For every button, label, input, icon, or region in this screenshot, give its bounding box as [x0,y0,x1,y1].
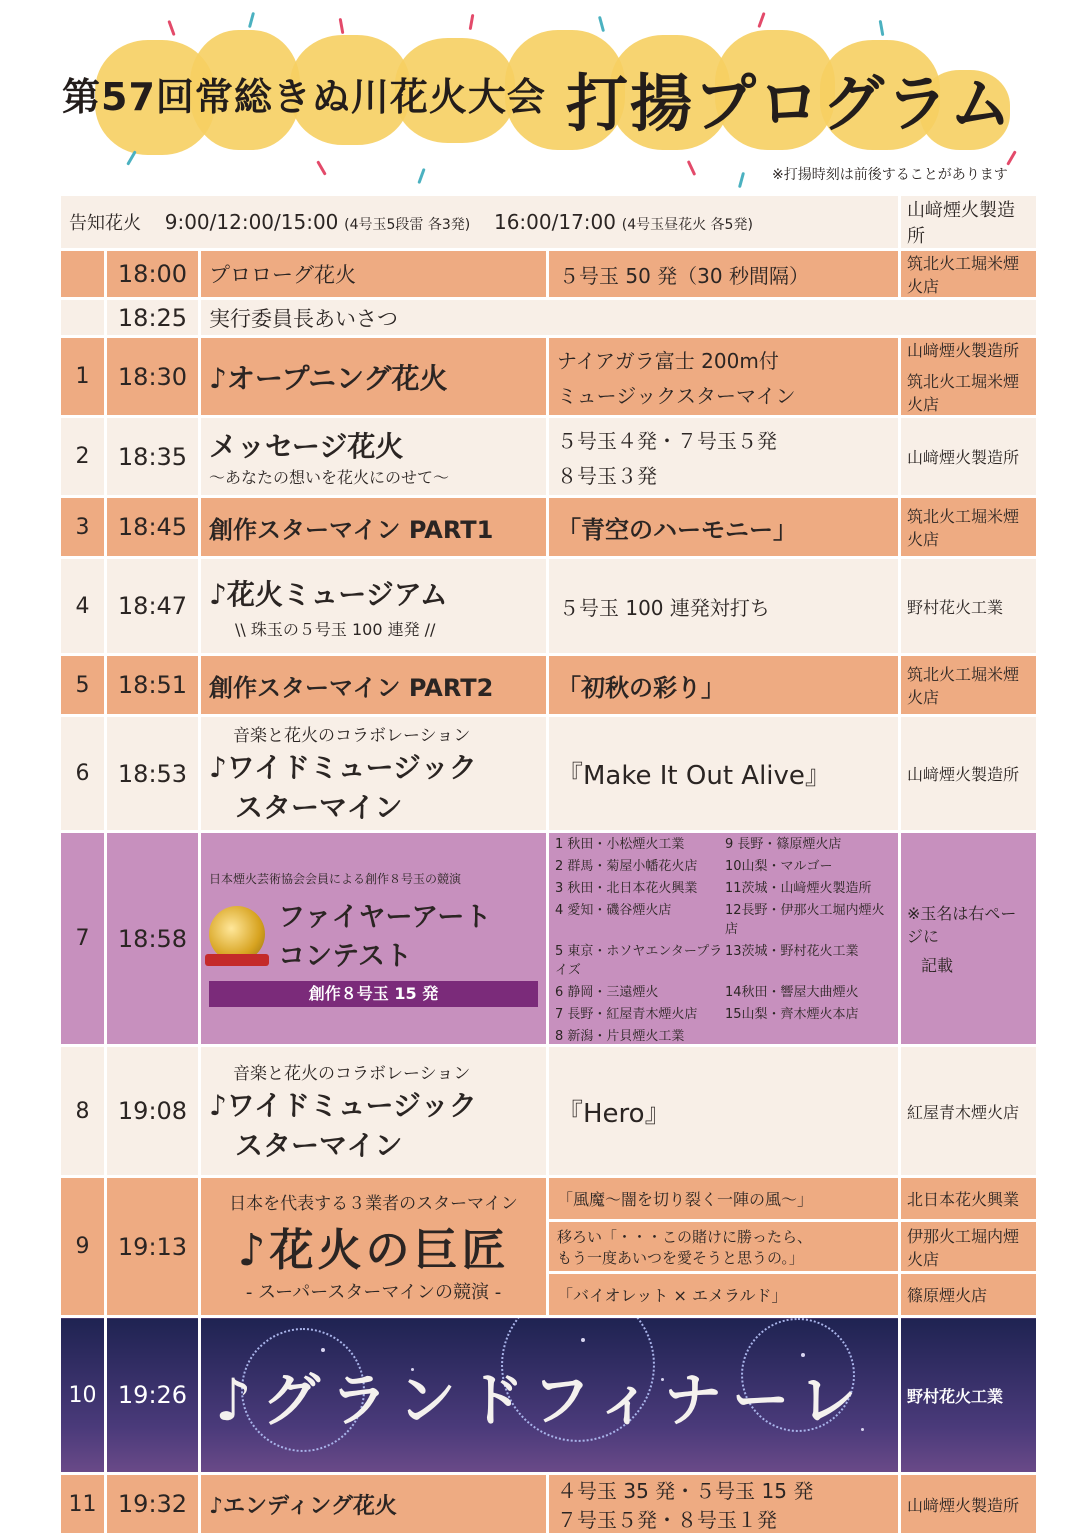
row-pretitle: 日本を代表する３業者のスターマイン [229,1194,518,1214]
row-number: 1 [60,337,106,417]
row-maker: 山﨑煙火製造所 [900,1474,1038,1535]
notice-detail-2: (4号玉昼花火 各5発) [621,217,753,233]
row-maker-line: 山﨑煙火製造所 [907,341,1020,360]
row-number: 3 [60,497,106,558]
notice-times-2: 16:00/17:00 [493,210,616,234]
row-content-line: もう一度あいつを愛そうと思うの。」 [557,1248,804,1267]
contest-entries [555,833,890,1044]
row-time: 18:53 [106,716,200,832]
contest-entry: 13茨城・野村花火工業 [725,944,859,959]
program-table [58,193,1039,1536]
program-title: 打揚プログラム [566,67,1014,140]
row-number [60,299,106,337]
row-maker: 山﨑煙火製造所 [900,716,1038,832]
contest-entry: 15山梨・齊木煙火本店 [725,1007,859,1022]
row-subtitle: 〜あなたの想いを花火にのせて〜 [209,468,450,487]
row-time: 18:58 [106,832,200,1046]
program-row [60,558,1038,655]
contest-entry: 10山梨・マルゴー [725,859,833,874]
notice-row [60,195,1038,250]
row-title: ♪オープニング花火 [209,361,448,395]
row-title: ♪エンディング花火 [200,1474,548,1535]
row-maker: 紅屋青木煙火店 [900,1046,1038,1177]
row-title: 創作スターマイン PART1 [200,497,548,558]
program-row [60,1474,1038,1535]
row-title-line: ファイヤーアート [278,902,492,933]
row-time: 18:25 [106,299,200,337]
row-subtitle: \\ 珠玉の５号玉 100 連発 // [235,619,436,639]
row-number: 5 [60,655,106,716]
program-row [60,832,1038,1046]
time-note: ※打揚時刻は前後することがあります [772,167,1008,183]
row-pretitle: 音楽と花火のコラボレーション [233,1063,471,1084]
row-number [60,250,106,299]
event-title: 第57回常総きぬ川花火大会 [62,75,546,119]
notice-maker: 山﨑煙火製造所 [900,195,1038,250]
row-content-line: ８号玉３発 [557,463,657,488]
row-pretitle: 音楽と花火のコラボレーション [233,726,471,746]
program-row [60,337,1038,417]
contest-bar: 創作８号玉 15 発 [209,981,538,1007]
trophy-icon [209,906,265,962]
row-number: 8 [60,1046,106,1177]
row-title-line: スターマイン [235,1128,403,1162]
contest-entry: 14秋田・響屋大曲煙火 [725,985,859,1000]
program-row [60,497,1038,558]
contest-entry: 3 秋田・北日本花火興業 [555,881,698,896]
row-content: ５号玉 50 発（30 秒間隔） [548,250,900,299]
row-maker: 北日本花火興業 [900,1177,1038,1221]
contest-entry [725,1025,890,1044]
row-content: 「風魔〜闇を切り裂く一陣の風〜」 [548,1177,900,1221]
row-content-line: ４号玉 35 発・５号玉 15 発 [557,1479,814,1503]
contest-entry: 6 静岡・三遠煙火 [555,985,659,1000]
row-content-line: ７号玉５発・８号玉１発 [557,1508,777,1532]
row-time: 18:47 [106,558,200,655]
row-maker: 伊那火工堀内煙火店 [900,1221,1038,1273]
program-row [60,655,1038,716]
program-row [60,1046,1038,1177]
row-maker-line: 筑北火工堀米煙火店 [907,372,1020,414]
program-row [60,299,1038,337]
contest-entry: 8 新潟・片貝煙火工業 [555,1029,685,1044]
program-row [60,417,1038,497]
row-content: 「青空のハーモニー」 [548,497,900,558]
row-content: ５号玉 100 連発対打ち [548,558,900,655]
program-row [60,250,1038,299]
row-maker: 野村花火工業 [900,1317,1038,1474]
row-content: 『Hero』 [548,1046,900,1177]
row-title: ♪グランドフィナーレ [215,1366,867,1434]
contest-entry: 9 長野・篠原煙火店 [725,837,842,852]
row-time: 19:26 [106,1317,200,1474]
row-subtitle: - スーパースターマインの競演 - [245,1282,502,1303]
program-row [60,716,1038,832]
row-maker: 筑北火工堀米煙火店 [900,655,1038,716]
row-content: 「初秋の彩り」 [548,655,900,716]
contest-entry: 7 長野・紅屋青木煙火店 [555,1007,698,1022]
row-number: 11 [60,1474,106,1535]
row-time: 18:35 [106,417,200,497]
row-title: メッセージ花火 [209,430,404,463]
row-content-line: 移ろい「・・・この賭けに勝ったら、 [557,1227,813,1246]
contest-entry: 1 秋田・小松煙火工業 [555,837,685,852]
row-maker-line: 記載 [921,956,954,975]
row-title-line: コンテスト [278,941,413,972]
row-pretitle: 日本煙火芸術協会会員による創作８号玉の競演 [209,872,462,886]
contest-entry: 5 東京・ホソヤエンタープライズ [555,944,723,978]
row-number: 10 [60,1317,106,1474]
contest-entry: 2 群馬・菊屋小幡花火店 [555,859,698,874]
row-title: 創作スターマイン PART2 [200,655,548,716]
row-content-line: ナイアガラ富士 200m付 [557,348,779,373]
contest-entry: 12長野・伊那火工堀内煙火店 [725,903,885,937]
row-title: ♪花火ミュージアム [209,577,448,611]
row-number: 4 [60,558,106,655]
row-content-line: ５号玉４発・７号玉５発 [557,428,777,453]
row-time: 18:45 [106,497,200,558]
notice-detail-1: (4号玉5段雷 各3発) [344,217,471,233]
program-row [60,1177,1038,1221]
row-title: プロローグ花火 [200,250,548,299]
row-time: 19:13 [106,1177,200,1317]
row-time: 19:32 [106,1474,200,1535]
row-content: 「バイオレット × エメラルド」 [548,1273,900,1317]
row-content-line: ミュージックスターマイン [557,383,796,408]
row-number: 9 [60,1177,106,1317]
row-maker-line: ※玉名は右ページに [907,904,1017,946]
row-time: 18:30 [106,337,200,417]
program-row-finale [60,1317,1038,1474]
row-number: 6 [60,716,106,832]
row-maker: 筑北火工堀米煙火店 [900,250,1038,299]
row-number: 2 [60,417,106,497]
row-number: 7 [60,832,106,1046]
row-title-line: ♪ワイドミュージック [209,751,477,784]
row-maker: 山﨑煙火製造所 [900,417,1038,497]
row-maker: 筑北火工堀米煙火店 [900,497,1038,558]
row-time: 18:51 [106,655,200,716]
row-title: 実行委員長あいさつ [200,299,1038,337]
row-time: 19:08 [106,1046,200,1177]
row-title-line: ♪ワイドミュージック [209,1088,477,1122]
row-maker: 篠原煙火店 [900,1273,1038,1317]
notice-times-1: 9:00/12:00/15:00 [164,210,339,234]
row-title-line: スターマイン [235,791,403,824]
row-title: ♪花火の巨匠 [237,1225,510,1276]
row-content: 『Make It Out Alive』 [548,716,900,832]
row-time: 18:00 [106,250,200,299]
notice-label: 告知花火 [69,213,141,234]
contest-entry: 11茨城・山﨑煙火製造所 [725,881,872,896]
row-maker: 野村花火工業 [900,558,1038,655]
contest-entry: 4 愛知・磯谷煙火店 [555,903,672,918]
